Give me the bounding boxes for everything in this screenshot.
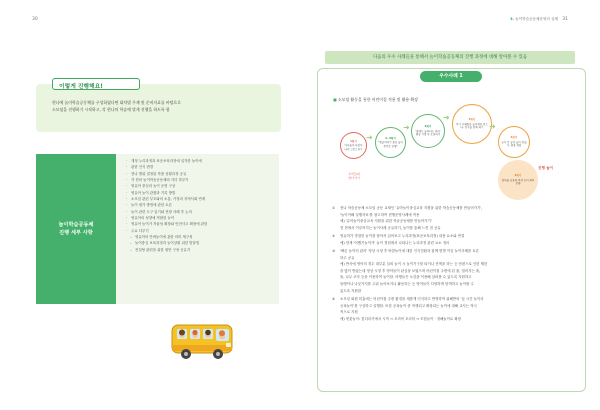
side-label-line: 진행 세부 사항 [59, 230, 93, 236]
detail-item: · 놀이 관련 도구 읽기와 현장 사례 후 논의 [125, 209, 275, 215]
diagram-end-label: 진행 놀이 [538, 166, 554, 170]
note-line: 있도록 지원함 [340, 288, 362, 293]
arrow-icon: ➜ [403, 123, 410, 132]
intro-line: 소모임을 진행하기 시작하고, 각 현나의 학습에 맞게 진행을 하도록 함 [52, 107, 170, 112]
step-label: 1회기 [350, 139, 357, 143]
note-line: 예) 반사에 영아의 경우 대부분 실외 놀이 시 놀이기구를 타거나 산책을 하는 등 단편으로 인한 제한 [340, 262, 488, 267]
running-head-number: 3. [510, 17, 515, 21]
note-line: ① 현나 학습공동체 소모임 공동 교재인 '유아놀이중심교육 지원을 위한 학습공동체를 만들어가기', [332, 205, 572, 212]
diagram-step-6 [498, 160, 538, 200]
note-line: 공폭놀이'를 구상하고 실행함. 또한 공폭놀이 중 적생되고 확장되는 놀이에 대해 교사는 적극 [340, 303, 477, 308]
arrow-icon: ➜ [443, 113, 450, 122]
running-head [510, 17, 558, 22]
note-line: 하고 공유 [340, 255, 355, 260]
note-line: ④ 소모임 회원 미흡에는 어린이집 주변 환경을 새롭게 인식하고 반영하여 위해반의 '낮 시간 놀이의 [332, 296, 572, 303]
detail-list [125, 158, 275, 253]
case-badge: 우수사례 1 [420, 71, 482, 82]
note-line: 예) '유아놀이중심교육 지원을 위한 학습공동체를 만들어가기' [340, 219, 432, 224]
detail-item: · 영유아 놀이가 자율성 확장와 안전사고 확장에 관한 [125, 221, 275, 227]
note-line: 예) 벚꽃놀이: 꽃다리기에서 시작 ⇒ 꼬리어 꼬리어 ⇒ 모험놀이 · 정해놀이로 확장 [340, 316, 461, 321]
step-text: '발레오 놀이터는 관리' 영상 시청 후 토론하기 [415, 129, 441, 137]
step-label: 5회기 [468, 118, 476, 122]
note-line: ② 영유아가 경험한 놀이를 담아서 읽어보고 누리과정(표준보육과정) 내용 요소와 연결 [332, 233, 572, 240]
intro-line: 현나에 놀이학습공동체를 구성하였다면 회차별 주제 및 준비자료를 바탕으로 [52, 100, 181, 105]
side-label-line: 놀이학습공동체 [58, 222, 94, 228]
arrow-icon: ➜ [366, 133, 373, 142]
base-caption-line: 우리들의 [348, 172, 360, 176]
step-label: 8회기 [514, 174, 522, 178]
detail-item: · 영유아의 성향에 적합한 놀이 [125, 215, 275, 221]
diagram-step-1 [340, 132, 367, 159]
detail-item: · 주요 다루기 [125, 228, 275, 234]
step-label: 6회기 [510, 136, 518, 140]
school-bus-illustration [170, 319, 236, 363]
step-text: 아기 신체활동 놀이재료 만드나, 친구들 함께 하기 [456, 122, 488, 130]
page-number-right: 31 [562, 17, 568, 22]
diagram-step-4 [452, 104, 492, 144]
section-heading: 이렇게 진행해요! [52, 78, 140, 90]
detail-item: · 소모임 관련 부모와의 소통, 가정과 지역사회 연계 [125, 196, 275, 202]
step-text: 아이들과 다같이 나의 그림그리기 [344, 144, 363, 151]
step-text: "옛날이야기 중심 놀이준비로 진행" [378, 141, 403, 148]
note-line: 예) 현재 '어했기놀이가' 놀이 경험에서 나타나는 누리과정 관련 요소 정리 [340, 240, 450, 245]
detail-item: · 영유아 중심의 놀이 운영 구상 [125, 183, 275, 189]
note-line: 현 현에서 이루어지는 놀이사례 공유하기, 놀이를 통해 느낀 점 공유 [340, 225, 441, 230]
note-line: 돌멩이나 나뭇가지를 주워 놀아보거나 활동하는 등 영아들이 다양하게 탐색하고 놀이할 수 [340, 282, 474, 287]
running-head-text: 놀이학습공동체운영의 실제 [515, 17, 558, 21]
note-line: 적으로 지원 [340, 310, 358, 315]
detail-item: · 개정 누리과정과 표준보육과정에 입각한 놀이에 [125, 158, 275, 164]
detail-subitem: – 놀이중심 보육과정과 놀이상황 위한 발달법 [125, 240, 275, 246]
diagram-step-2 [375, 127, 406, 158]
diagram-step-5 [498, 126, 530, 158]
arrow-icon: ➜ [489, 122, 496, 131]
detail-subitem: – 영유아의 안락놀이에 관한 의미 재구성 [125, 234, 275, 240]
step-label: 4회기 [424, 125, 432, 129]
bullet-icon: ■ [333, 97, 338, 102]
note-line: '놀이이해 실행자료'를 참고하여 현행운영사례에 적용 [340, 212, 420, 217]
topic-heading [333, 97, 418, 103]
detail-item: · 현나 별위 결정된 작품 상황과정 공유 [125, 171, 275, 177]
note-line: 을 많이 받았는데 영상 시청 후 영아들이 관심을 보였으며 어린이집 주변에 된 풀, 열어지는 흙, [340, 268, 481, 273]
base-caption-line: 연너가기 [348, 175, 360, 180]
diagram-base-caption [340, 173, 368, 181]
note-line: ③ '빠른 놀이터 관리' 영상 시청 후 바깥놀이에 대한 인식전환과 함께 변별 이끔 놀이사례를 토론 [332, 248, 572, 255]
topic-text: 소모임 활동을 통한 어린이집 적용 및 활용·확장 [337, 97, 418, 102]
detail-item: · 관한 인식 변경 [125, 164, 275, 170]
step-text: 교사 간 공유 놀이 만들기, 현장 적용 [501, 140, 527, 148]
step-label: 2~3회기 [385, 136, 396, 140]
case-notes [332, 205, 572, 322]
detail-item: · 놀이 평가 방법에 관한 토론 [125, 202, 275, 208]
side-label [36, 154, 116, 304]
detail-item: · 영유아 놀이 관찰과 기록 방법 [125, 190, 275, 196]
right-page [300, 0, 600, 410]
note-line: 돌, 나무 조각 등을 이용하여 놀이함. 비행들은 오감을 이용해 살펴볼 수 있도록 지원하고 [340, 275, 472, 280]
detail-item: · 각 현의 놀이학습공동체의 거더 하루기 [125, 177, 275, 183]
diagram-step-3 [411, 114, 445, 148]
page-number-left: 30 [32, 17, 38, 22]
intro-text [52, 99, 272, 113]
step-text: 결과물 공유와 즉석 토의 회의 진행 [501, 178, 535, 186]
detail-subitem: – 컨설팅 관련을 위한 원만 구성 공유기 [125, 247, 275, 253]
intro-banner: 다음의 우수 사례들을 통해서 놀이학습공동체의 진행 과정에 대해 알아볼 수 있음 [325, 51, 575, 64]
